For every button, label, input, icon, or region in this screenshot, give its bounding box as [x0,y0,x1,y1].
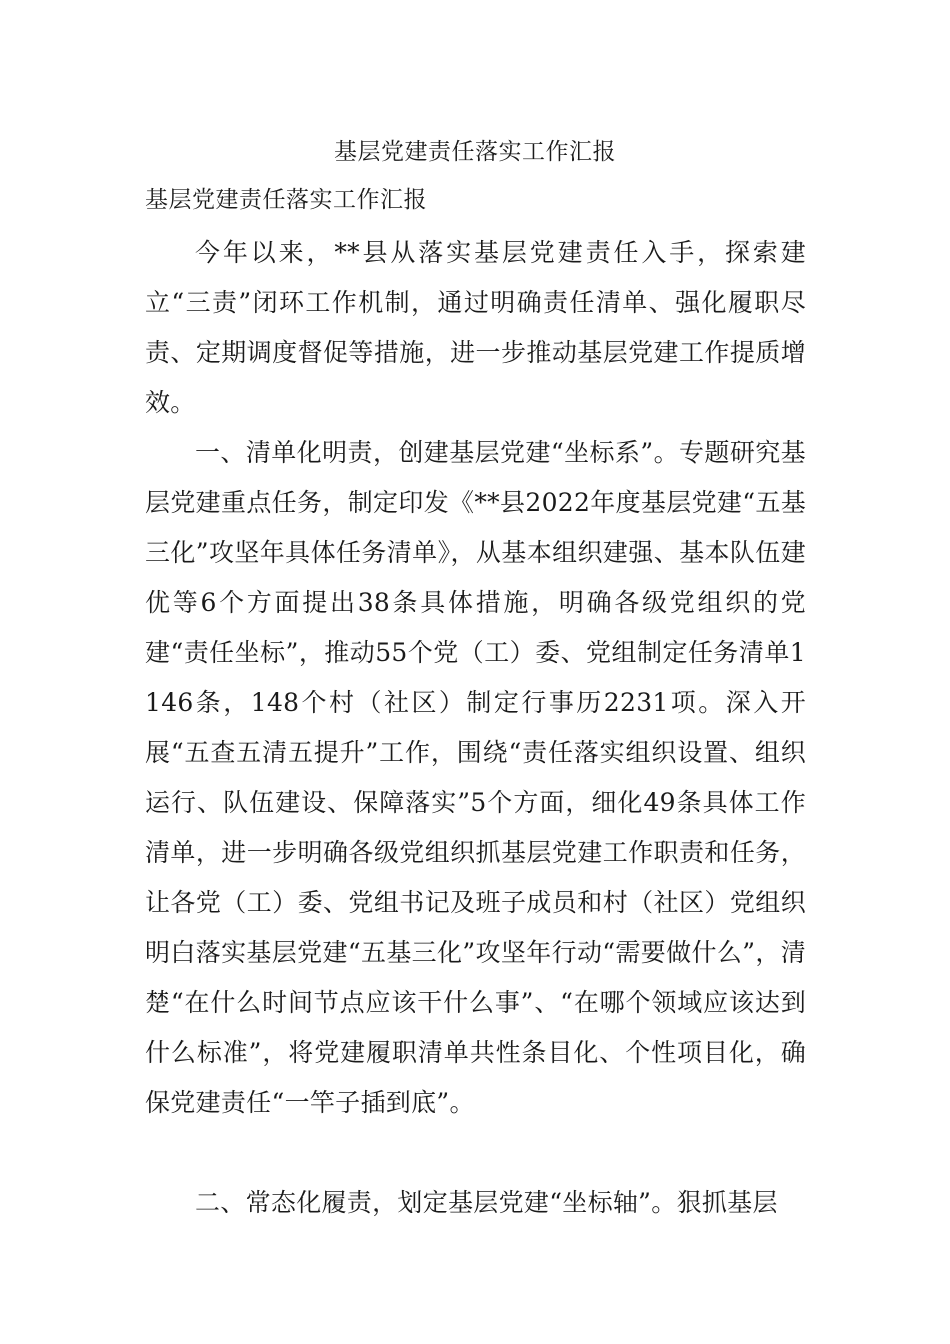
document-title: 基层党建责任落实工作汇报 [334,139,616,165]
section-one-paragraph: 一、清单化明责，创建基层党建“坐标系”。专题研究基层党建重点任务，制定印发《**县2022年度基层党建“五基三化”攻坚年具体任务清单》，从基本组织建强、基本队伍建优等6个方面提出38条具体措施，明确各级党组织的党建“责任坐标”，推动55个党（工）委、党组制定任务清单1146条，148个村（社区）制定行事历2231项。深入开展“五查五清五提升”工作，围绕“责任落实组织设置、组织运行、队伍建设、保障落实”5个方面，细化49条具体工作清单，进一步明确各级党组织抓基层党建工作职责和任务，让各党（工）委、党组书记及班子成员和村（社区）党组织明白落实基层党建“五基三化”攻坚年行动“需要做什么”，清楚“在什么时间节点应该干什么事”、“在哪个领域应该达到什么标准”，将党建履职清单共性条目化、个性项目化，确保党建责任“一竿子插到底”。 [145,438,806,1117]
section-two-paragraph: 二、常态化履责，划定基层党建“坐标轴”。狠抓基层 [195,1188,778,1217]
document-subtitle: 基层党建责任落实工作汇报 [145,187,427,213]
intro-paragraph: 今年以来，**县从落实基层党建责任入手，探索建立“三责”闭环工作机制，通过明确责任清单、强化履职尽责、定期调度督促等措施，进一步推动基层党建工作提质增效。 [145,238,806,417]
